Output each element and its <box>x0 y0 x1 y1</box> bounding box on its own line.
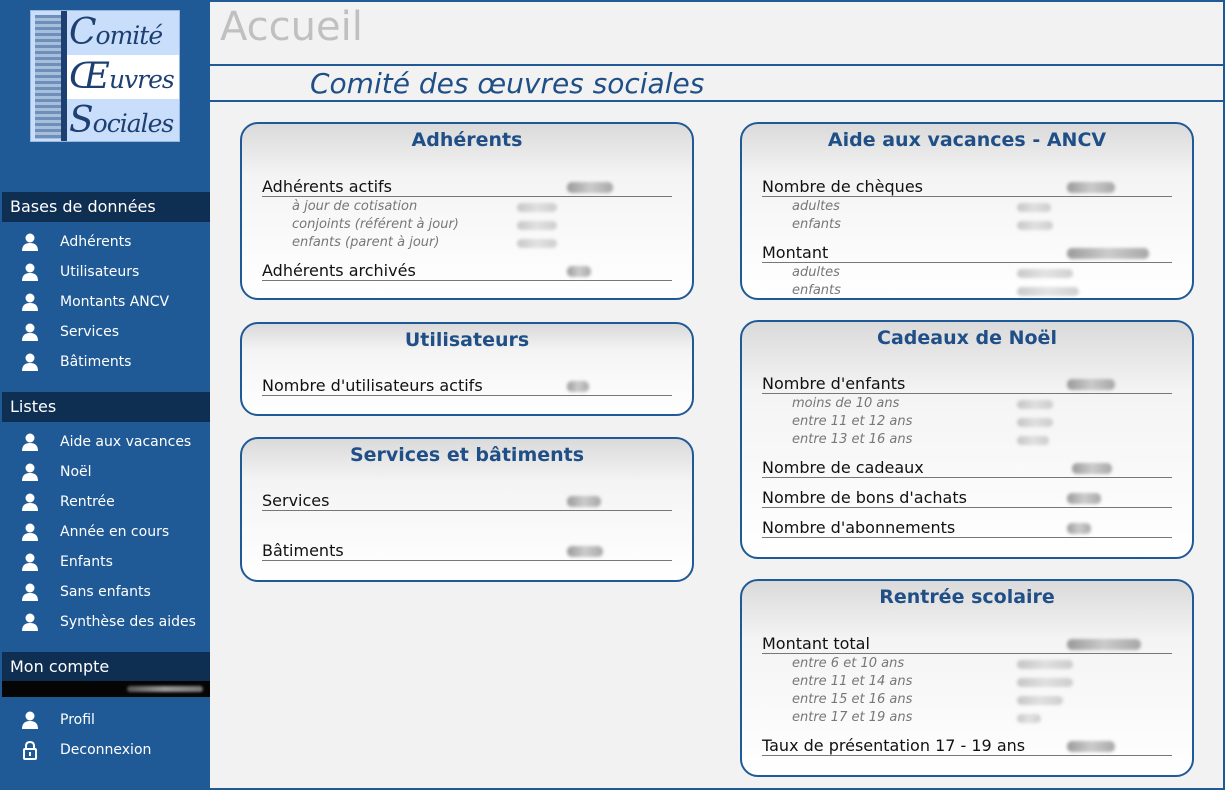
sidebar-item-synthese-aides[interactable]: Synthèse des aides <box>2 607 210 637</box>
stat-subrow: entre 15 et 16 ans <box>792 691 912 709</box>
stat-value-redacted <box>567 496 601 507</box>
user-icon <box>20 462 40 482</box>
card-title: Adhérents <box>411 129 523 151</box>
stat-value-redacted <box>517 239 557 248</box>
user-icon <box>20 232 40 252</box>
card-services-batiments <box>240 437 694 582</box>
stat-subrow: enfants <box>792 216 841 234</box>
sidebar-item-montants-ancv[interactable]: Montants ANCV <box>2 287 210 317</box>
card-aide-vacances <box>740 122 1194 300</box>
user-icon <box>20 552 40 572</box>
stat-row: Taux de présentation 17 - 19 ans <box>762 736 1172 756</box>
stat-value-redacted <box>1017 221 1053 230</box>
stat-row: Montant <box>762 243 1172 263</box>
stat-value-redacted <box>1017 269 1073 278</box>
page-title: Accueil <box>220 4 363 50</box>
stat-row: Nombre de chèques <box>762 177 1172 197</box>
stat-subrow: enfants <box>792 282 841 300</box>
stat-row: Nombre de cadeaux <box>762 458 1172 478</box>
card-utilisateurs <box>240 322 694 416</box>
stat-value-redacted <box>517 203 557 212</box>
user-icon <box>20 522 40 542</box>
sidebar-item-rentree[interactable]: Rentrée <box>2 487 210 517</box>
stat-subrow: conjoints (référent à jour) <box>292 216 459 234</box>
sidebar-item-batiments[interactable]: Bâtiments <box>2 347 210 377</box>
stat-value-redacted <box>1067 182 1115 193</box>
account-username-redacted <box>2 681 210 697</box>
logo-line-1: Comité <box>67 11 180 55</box>
logo-line-2: Œuvres <box>67 55 180 99</box>
stat-subrow: moins de 10 ans <box>792 395 899 413</box>
stat-row: Nombre d'utilisateurs actifs <box>262 376 672 396</box>
user-icon <box>20 710 40 730</box>
stat-value-redacted <box>567 381 589 392</box>
section-header-listes: Listes <box>2 392 210 422</box>
sidebar-item-aide-vacances[interactable]: Aide aux vacances <box>2 427 210 457</box>
page-subtitle: Comité des œuvres sociales <box>310 67 705 100</box>
stat-subrow: adultes <box>792 264 840 282</box>
stat-value-redacted <box>1017 714 1041 723</box>
logo[interactable] <box>30 10 180 142</box>
user-icon <box>20 582 40 602</box>
stat-row: Bâtiments <box>262 541 672 561</box>
user-icon <box>20 612 40 632</box>
stat-row: Montant total <box>762 634 1172 654</box>
stat-value-redacted <box>517 221 557 230</box>
stat-value-redacted <box>1067 741 1115 752</box>
stat-value-redacted <box>1017 696 1063 705</box>
stat-value-redacted <box>1017 436 1049 445</box>
stat-subrow: enfants (parent à jour) <box>292 234 439 252</box>
user-icon <box>20 292 40 312</box>
stat-value-redacted <box>567 546 603 557</box>
subtitle-divider <box>210 100 1223 102</box>
lock-icon <box>20 740 40 760</box>
user-icon <box>20 492 40 512</box>
sidebar-item-adherents[interactable]: Adhérents <box>2 227 210 257</box>
section-header-bases: Bases de données <box>2 192 210 222</box>
stat-value-redacted <box>1067 379 1115 390</box>
stat-value-redacted <box>1072 463 1112 474</box>
stat-value-redacted <box>567 182 613 193</box>
stat-value-redacted <box>1017 660 1073 669</box>
sidebar-item-annee-en-cours[interactable]: Année en cours <box>2 517 210 547</box>
stat-row: Services <box>262 491 672 511</box>
user-icon <box>20 352 40 372</box>
stat-value-redacted <box>1017 203 1051 212</box>
stat-row: Nombre de bons d'achats <box>762 488 1172 508</box>
stat-value-redacted <box>567 266 591 277</box>
stat-row: Adhérents archivés <box>262 261 672 281</box>
sidebar-item-sans-enfants[interactable]: Sans enfants <box>2 577 210 607</box>
sidebar-item-utilisateurs[interactable]: Utilisateurs <box>2 257 210 287</box>
stat-subrow: entre 11 et 14 ans <box>792 673 912 691</box>
sidebar-item-services[interactable]: Services <box>2 317 210 347</box>
user-icon <box>20 322 40 342</box>
stat-value-redacted <box>1017 287 1079 296</box>
stat-value-redacted <box>1067 493 1101 504</box>
sidebar <box>2 2 210 788</box>
stat-subrow: adultes <box>792 198 840 216</box>
stat-value-redacted <box>1067 248 1149 259</box>
card-rentree-scolaire <box>740 579 1194 777</box>
sidebar-item-noel[interactable]: Noël <box>2 457 210 487</box>
title-divider <box>210 64 1223 66</box>
stat-value-redacted <box>1067 639 1141 650</box>
card-title: Cadeaux de Noël <box>877 327 1057 349</box>
user-icon <box>20 432 40 452</box>
stat-row: Nombre d'abonnements <box>762 518 1172 538</box>
card-title: Aide aux vacances - ANCV <box>827 129 1107 151</box>
sidebar-item-deconnexion[interactable]: Deconnexion <box>2 735 210 765</box>
card-title: Rentrée scolaire <box>879 586 1055 608</box>
stat-value-redacted <box>1017 418 1053 427</box>
stat-row: Adhérents actifs <box>262 177 672 197</box>
logo-line-3: Sociales <box>67 99 180 142</box>
user-icon <box>20 262 40 282</box>
card-title: Services et bâtiments <box>349 444 585 466</box>
stat-row: Nombre d'enfants <box>762 374 1172 394</box>
section-header-mon-compte: Mon compte <box>2 652 210 682</box>
logo-book-graphic <box>35 15 61 139</box>
card-cadeaux-noel <box>740 320 1194 559</box>
stat-value-redacted <box>1017 400 1053 409</box>
stat-subrow: entre 13 et 16 ans <box>792 431 912 449</box>
stat-subrow: entre 6 et 10 ans <box>792 655 904 673</box>
card-title: Utilisateurs <box>404 329 530 351</box>
stat-subrow: à jour de cotisation <box>292 198 417 216</box>
stat-subrow: entre 17 et 19 ans <box>792 709 912 727</box>
stat-subrow: entre 11 et 12 ans <box>792 413 912 431</box>
stat-value-redacted <box>1017 678 1073 687</box>
stat-value-redacted <box>1067 523 1091 534</box>
sidebar-item-enfants[interactable]: Enfants <box>2 547 210 577</box>
sidebar-item-profil[interactable]: Profil <box>2 705 210 735</box>
card-adherents <box>240 122 694 300</box>
